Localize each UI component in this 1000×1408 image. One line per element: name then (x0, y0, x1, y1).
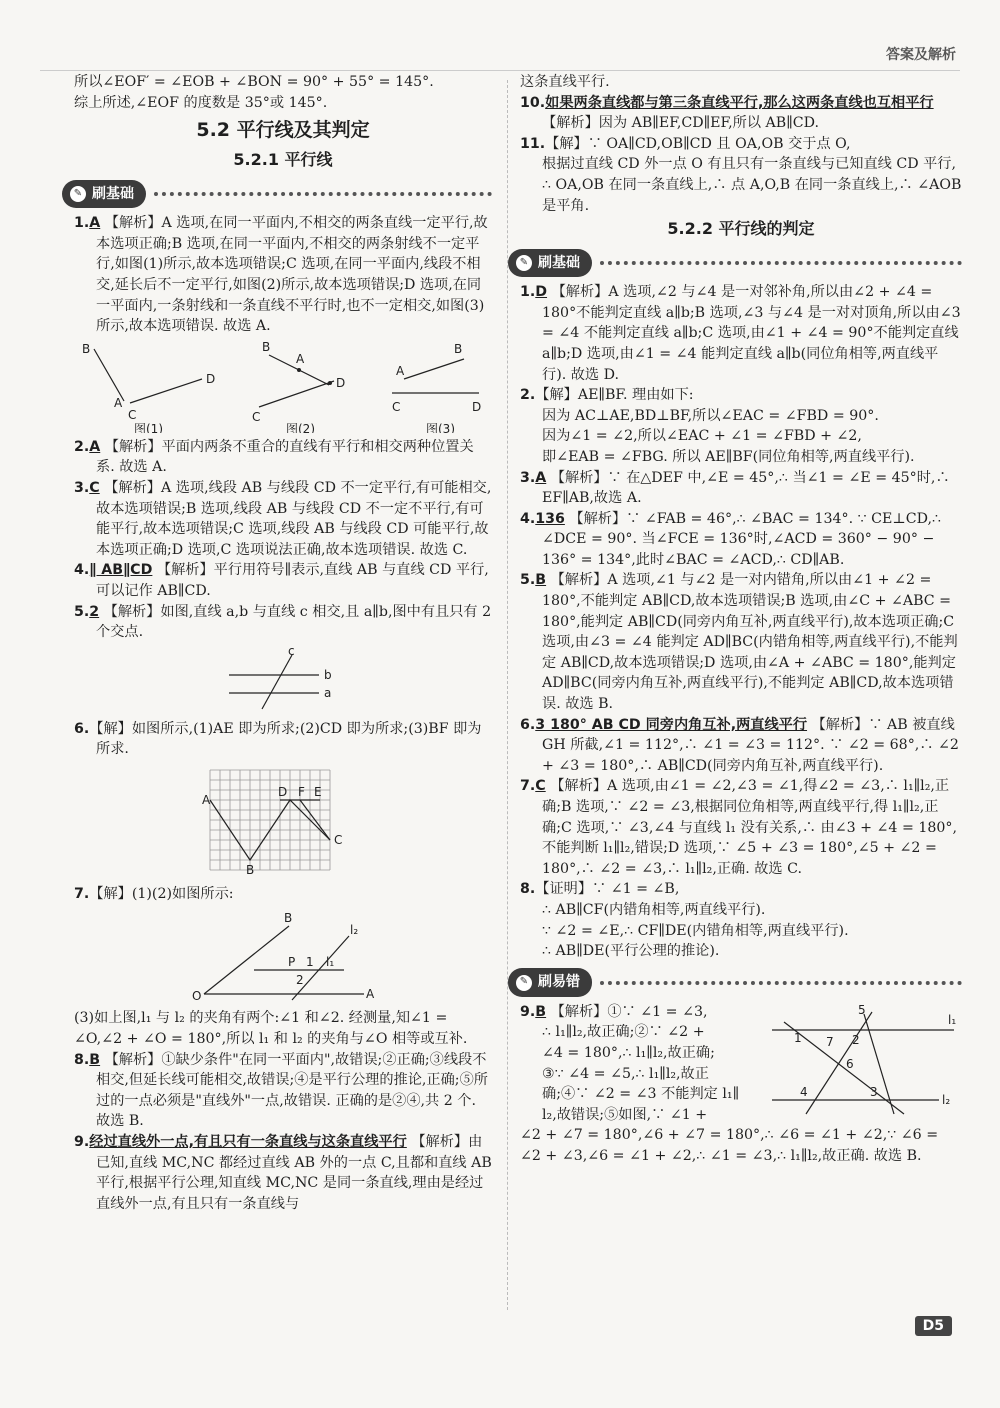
question-r9 (520, 1002, 774, 1126)
banner-dots (600, 981, 962, 985)
fig5-label: a (324, 685, 332, 700)
fig3-label: A (396, 363, 405, 378)
answer: B (535, 572, 547, 589)
explanation-line: 【证明】∵ ∠1 = ∠B, (535, 881, 680, 898)
fig2-label: B (262, 340, 271, 354)
banner-dots (600, 261, 962, 265)
answer: 3 180° AB CD 同旁内角互补,两直线平行 (535, 716, 808, 733)
fig3-label: B (454, 341, 463, 356)
fig2-caption: 图(2) (286, 421, 315, 433)
question-number: 9. (74, 1134, 90, 1151)
question-number: 8. (520, 881, 536, 898)
explanation-line: ∵ ∠2 = ∠E,∴ CF∥DE(内错角相等,两直线平行). (542, 922, 849, 939)
banner-label: 刷基础 (92, 185, 134, 202)
fig3-label: C (392, 399, 401, 414)
question-number: 3. (520, 469, 536, 486)
answer: ∥ AB∥CD (89, 562, 153, 579)
right-column (520, 72, 962, 1167)
fig6-label: B (246, 862, 255, 877)
answer: A (89, 438, 101, 455)
figure-5 (74, 647, 492, 715)
fig7-label: l₁ (326, 955, 335, 970)
fig1-caption: 图(1) (134, 421, 163, 433)
explanation-line: ∴ l₁∥l₂,故正确;②∵ ∠2 + (542, 1024, 705, 1041)
explanation-line: 确;④∵ ∠2 = ∠3 不能判定 l₁∥ (542, 1086, 740, 1103)
figure-1 (82, 342, 215, 433)
question-r3 (520, 468, 962, 509)
figure-2 (252, 341, 345, 433)
explanation-line: 因为 AC⊥AE,BD⊥BF,所以∠EAC = ∠FBD = 90°. (542, 407, 879, 424)
answer: A (89, 215, 101, 232)
question-number: 1. (74, 215, 90, 232)
banner-pill (508, 968, 592, 997)
question-5 (74, 602, 492, 643)
fig2-label: A (296, 351, 305, 366)
fig9-label: l₁ (948, 1012, 957, 1027)
question-number: 7. (74, 885, 90, 902)
banner-pill (62, 180, 146, 209)
question-8 (74, 1050, 492, 1132)
answer: C (535, 778, 546, 795)
question-number: 2. (520, 387, 536, 404)
answer: 136 (535, 510, 565, 527)
fig7-label: P (288, 955, 296, 970)
explanation: 【解析】平面内两条不重合的直线有平行和相交两种位置关系. 故选 A. (96, 438, 474, 476)
fig7-label: l₂ (350, 923, 359, 938)
answer: 经过直线外一点,有且只有一条直线与这条直线平行 (89, 1134, 407, 1151)
explanation: 【解】(1)(2)如图所示: (89, 885, 234, 902)
explanation: 【解析】∵ ∠FAB = 46°,∴ ∠BAC = 134°. ∵ CE⊥CD,∴ ∠DCE = 90°. 当∠FCE = 136°时,∠ACD = 360° − 90° − 136° = 134°,此时∠BAC = ∠ACD,∴ CD∥AB. (542, 510, 941, 568)
explanation-line: ∴ AB∥DE(平行公理的推论). (542, 943, 720, 960)
question-number: 9. (520, 1003, 536, 1020)
question-r9-block (520, 1002, 962, 1167)
question-r4 (520, 509, 962, 571)
fig7-label: O (192, 989, 202, 1004)
explanation: 【解析】∵ 在△DEF 中,∠E = 45°,∴ 当∠1 = ∠E = 45°时,∴ EF∥AB,故选 A. (542, 469, 950, 507)
intro-line-1: 所以∠EOF′ = ∠EOB + ∠BON = 90° + 55° = 145°. (74, 74, 434, 90)
fig1-label: B (82, 341, 91, 356)
explanation-line: 即∠EAB = ∠FBG. 所以 AE∥BF(同位角相等,两直线平行). (542, 448, 915, 465)
fig3-caption: 图(3) (426, 421, 455, 433)
banner-label: 刷基础 (538, 254, 580, 271)
answer: A (535, 469, 547, 486)
fig2-label: C (252, 409, 261, 424)
question-r7 (520, 776, 962, 879)
fig9-label: 3 (870, 1084, 878, 1099)
explanation: 【解析】因为 AB∥EF,CD∥EF,所以 AB∥CD. (542, 115, 819, 132)
question-number: 7. (520, 778, 536, 795)
intro-line-2: 综上所述,∠EOF 的度数是 35°或 145°. (74, 94, 328, 111)
fig7-label: B (284, 911, 293, 926)
explanation: 【解析】A 选项,∠1 与∠2 是一对内错角,所以由∠1 + ∠2 = 180°,不能判定 AB∥CD,故本选项错误;B 选项,由∠C + ∠ABC = 180°,能判定 AB∥CD(同旁内角互补,两直线平行),故本选项正确;C 选项,由∠3 = ∠4 能判定 AD∥BC(内错角相等,两直线平行),不能判定 AB∥CD,故本选项错误;D 选项,由∠A + ∠ABC = 180°,能判定 AD∥BC(同旁内角互补,两直线平行),不能判定 AB∥CD,故本选项错误. 故选 B. (542, 572, 958, 713)
fig9-label: l₂ (942, 1092, 951, 1107)
question-r2 (520, 385, 962, 467)
answer: C (89, 479, 100, 496)
fig6-label: D (278, 784, 288, 799)
fig9-label: 4 (800, 1084, 808, 1099)
banner-error-prone (508, 968, 962, 998)
subsection-title: 5.2.1 平行线 (233, 150, 333, 170)
question-r6 (520, 715, 962, 777)
left-column (74, 72, 492, 1214)
explanation-line: ③∵ ∠4 = ∠5,∴ l₁∥l₂,故正 (542, 1065, 709, 1082)
page-number: D5 (915, 1316, 952, 1336)
explanation: 【解析】如图,直线 a,b 与直线 c 相交,且 a∥b,图中有且只有 2 个交点. (96, 603, 492, 641)
question-number: 11. (520, 135, 546, 152)
fig6-label: F (298, 784, 305, 799)
fig7-label: 1 (306, 955, 314, 970)
brush-icon: ✎ (516, 255, 532, 271)
banner-label: 刷易错 (538, 974, 580, 991)
explanation: 【解】如图所示,(1)AE 即为所求;(2)CD 即为所求;(3)BF 即为所求. (89, 720, 482, 758)
explanation-line: 【解】AE∥BF. 理由如下: (535, 387, 694, 404)
question-7-part3: (3)如上图,l₁ 与 l₂ 的夹角有两个:∠1 和∠2. 经测量,知∠1 = ∠O,∠2 + ∠O = 180°,所以 l₁ 和 l₂ 的夹角与∠O 相等或互补. (74, 1010, 468, 1048)
fig7-label: 2 (296, 973, 304, 988)
figure-3 (392, 342, 481, 433)
fig6-label: E (314, 784, 322, 799)
question-6 (74, 719, 492, 760)
header-title: 答案及解析 (886, 47, 956, 63)
banner-basic-2 (508, 248, 962, 278)
question-2 (74, 437, 492, 478)
header-rule (40, 70, 960, 71)
question-r5 (520, 570, 962, 714)
question-r9-tail: ∠2 + ∠7 = 180°,∠6 + ∠7 = 180°,∴ ∠6 = ∠1 + ∠2,∵ ∠6 = ∠2 + ∠3,∠6 = ∠1 + ∠2,∴ ∠1 = ∠3,∴ l₁∥l₂,故正确. 故选 B. (520, 1127, 939, 1164)
explanation: 【解析】A 选项,线段 AB 与线段 CD 不一定平行,有可能相交,故本选项错误;B 选项,线段 AB 与线段 CD 不一定不平行,有可能平行,故本选项错误;C 选项,线段 AB 与线段 CD 可能平行,故本选项正确;D 选项,C 选项说法正确,故本选项错误. 故选 C. (96, 479, 492, 558)
question-number: 2. (74, 438, 90, 455)
answer: D (535, 284, 548, 301)
explanation: 【解析】由已知,直线 MC,NC 都经过直线 AB 外的一点 C,且都和直线 AB 平行,根据平行公理,知直线 MC,NC 是同一条直线,理由是经过直线外一点,有且只有一条直线与 (96, 1134, 492, 1212)
question-number: 1. (520, 284, 536, 301)
question-number: 3. (74, 479, 90, 496)
fig2-label: D (336, 375, 346, 390)
explanation: 【解析】平行用符号∥表示,直线 AB 与直线 CD 平行,可以记作 AB∥CD. (96, 562, 489, 599)
explanation-line: l₂,故错误;⑤如图,∵ ∠1 + (542, 1106, 708, 1123)
figure-7 (74, 908, 492, 1004)
question-11 (520, 134, 962, 216)
question-4 (74, 560, 492, 601)
fig1-label: A (114, 395, 123, 410)
explanation-line: 【解析】①∵ ∠1 = ∠3, (550, 1003, 708, 1020)
fig5-label: c (288, 646, 295, 658)
fig5-label: b (324, 667, 332, 682)
question-3 (74, 478, 492, 560)
answer: B (89, 1051, 101, 1068)
fig9-label: 5 (858, 1002, 866, 1017)
fig3-label: D (472, 399, 482, 414)
banner-basic (62, 179, 492, 209)
fig1-label: D (206, 371, 216, 386)
explanation: 【解析】∵ AB 被直线 GH 所截,∠1 = 112°,∴ ∠1 = ∠3 = 112°. ∵ ∠2 = 68°,∴ ∠2 + ∠3 = 180°,∴ AB∥CD(同旁内角互补,两直线平行). (542, 716, 959, 774)
question-1 (74, 213, 492, 337)
banner-pill (508, 249, 592, 278)
brush-icon: ✎ (70, 186, 86, 202)
fig7-label: A (366, 987, 375, 1002)
explanation: 【解析】①缺少条件"在同一平面内",故错误;②正确;③线段不相交,但延长线可能相交,故错误;④是平行公理的推论,正确;⑤所过的一点必须是"直线外"一点,故错误. 正确的是②④,共 2 个. 故选 B. (96, 1051, 488, 1130)
section-title: 5.2 平行线及其判定 (196, 119, 370, 142)
brush-icon: ✎ (516, 975, 532, 991)
answer: 如果两条直线都与第三条直线平行,那么这两条直线也互相平行 (545, 94, 934, 111)
figure-6-grid (74, 764, 492, 880)
figure-9 (764, 1002, 964, 1120)
fig9-label: 6 (846, 1056, 854, 1071)
answer: 2 (89, 603, 100, 620)
explanation-line: 根据过直线 CD 外一点 O 有且只有一条直线与已知直线 CD 平行, (542, 156, 956, 173)
fig9-label: 7 (826, 1034, 834, 1049)
explanation: 【解析】A 选项,在同一平面内,不相交的两条直线一定平行,故本选项正确;B 选项,在同一平面内,不相交的两条射线不一定平行,如图(1)所示,故本选项错误;C 选项,在同一平面内,线段不相交,延长后不一定平行,如图(2)所示,故本选项错误;D 选项,在同一平面内,一条射线和一条直线不平行时,也不一定相交,如图(3)所示,故本选项错误. 故选 A. (96, 215, 488, 335)
question-10 (520, 93, 962, 134)
fig6-label: C (334, 832, 343, 847)
fig9-label: 2 (852, 1032, 860, 1047)
question-r8 (520, 879, 962, 961)
question-number: 6. (74, 720, 90, 737)
question-r1 (520, 282, 962, 385)
fig9-label: 1 (794, 1030, 802, 1045)
explanation-line: ∠4 = 180°,∴ l₁∥l₂,故正确; (542, 1044, 715, 1061)
explanation: 【解析】A 选项,由∠1 = ∠2,∠3 = ∠1,得∠2 = ∠3,∴ l₁∥l₂,正确;B 选项,∵ ∠2 = ∠3,根据同位角相等,两直线平行,得 l₁∥l₂,正确;C 选项,∵ ∠3,∠4 与直线 l₁ 没有关系,∴ 由∠3 + ∠4 = 180°,不能判断 l₁∥l₂,错误;D 选项,∵ ∠5 + ∠3 = 180°,∠5 + ∠2 = 180°,∴ ∠2 = ∠3,∴ l₁∥l₂,正确. 故选 C. (542, 778, 958, 877)
explanation-line: 【解】∵ OA∥CD,OB∥CD 且 OA,OB 交于点 O, (545, 135, 851, 152)
question-7 (74, 884, 492, 905)
explanation-line: ∴ AB∥CF(内错角相等,两直线平行). (542, 901, 766, 918)
explanation-line: 因为∠1 = ∠2,所以∠EAC + ∠1 = ∠FBD + ∠2, (542, 428, 862, 445)
answer: B (535, 1003, 547, 1020)
question-number: 4. (520, 510, 536, 527)
question-9 (74, 1132, 492, 1214)
question-number: 5. (520, 572, 536, 589)
question-9-continued: 这条直线平行. (520, 74, 610, 90)
explanation-line: ∴ OA,OB 在同一条直线上,∴ 点 A,O,B 在同一条直线上,∴ ∠AOB 是平角. (542, 176, 962, 214)
banner-dots (154, 192, 492, 196)
grid-lines (210, 770, 330, 870)
fig6-label: A (202, 792, 211, 807)
question-number: 6. (520, 716, 536, 733)
explanation: 【解析】A 选项,∠2 与∠4 是一对邻补角,所以由∠2 + ∠4 = 180°不能判定直线 a∥b;B 选项,∠3 与∠4 是一对对顶角,所以由∠3 = ∠4 不能判定直线 a∥b;C 选项,由∠1 + ∠4 = 90°不能判定直线 a∥b;D 选项,由∠1 = ∠4 能判定直线 a∥b(同位角相等,两直线平行). 故选 D. (542, 284, 961, 383)
figure-1-3 (74, 341, 492, 433)
fig1-label: C (128, 407, 137, 422)
question-number: 4. (74, 562, 90, 579)
question-number: 10. (520, 94, 546, 111)
subsection-title-2: 5.2.2 平行线的判定 (667, 219, 815, 239)
question-number: 8. (74, 1051, 90, 1068)
question-number: 5. (74, 603, 90, 620)
